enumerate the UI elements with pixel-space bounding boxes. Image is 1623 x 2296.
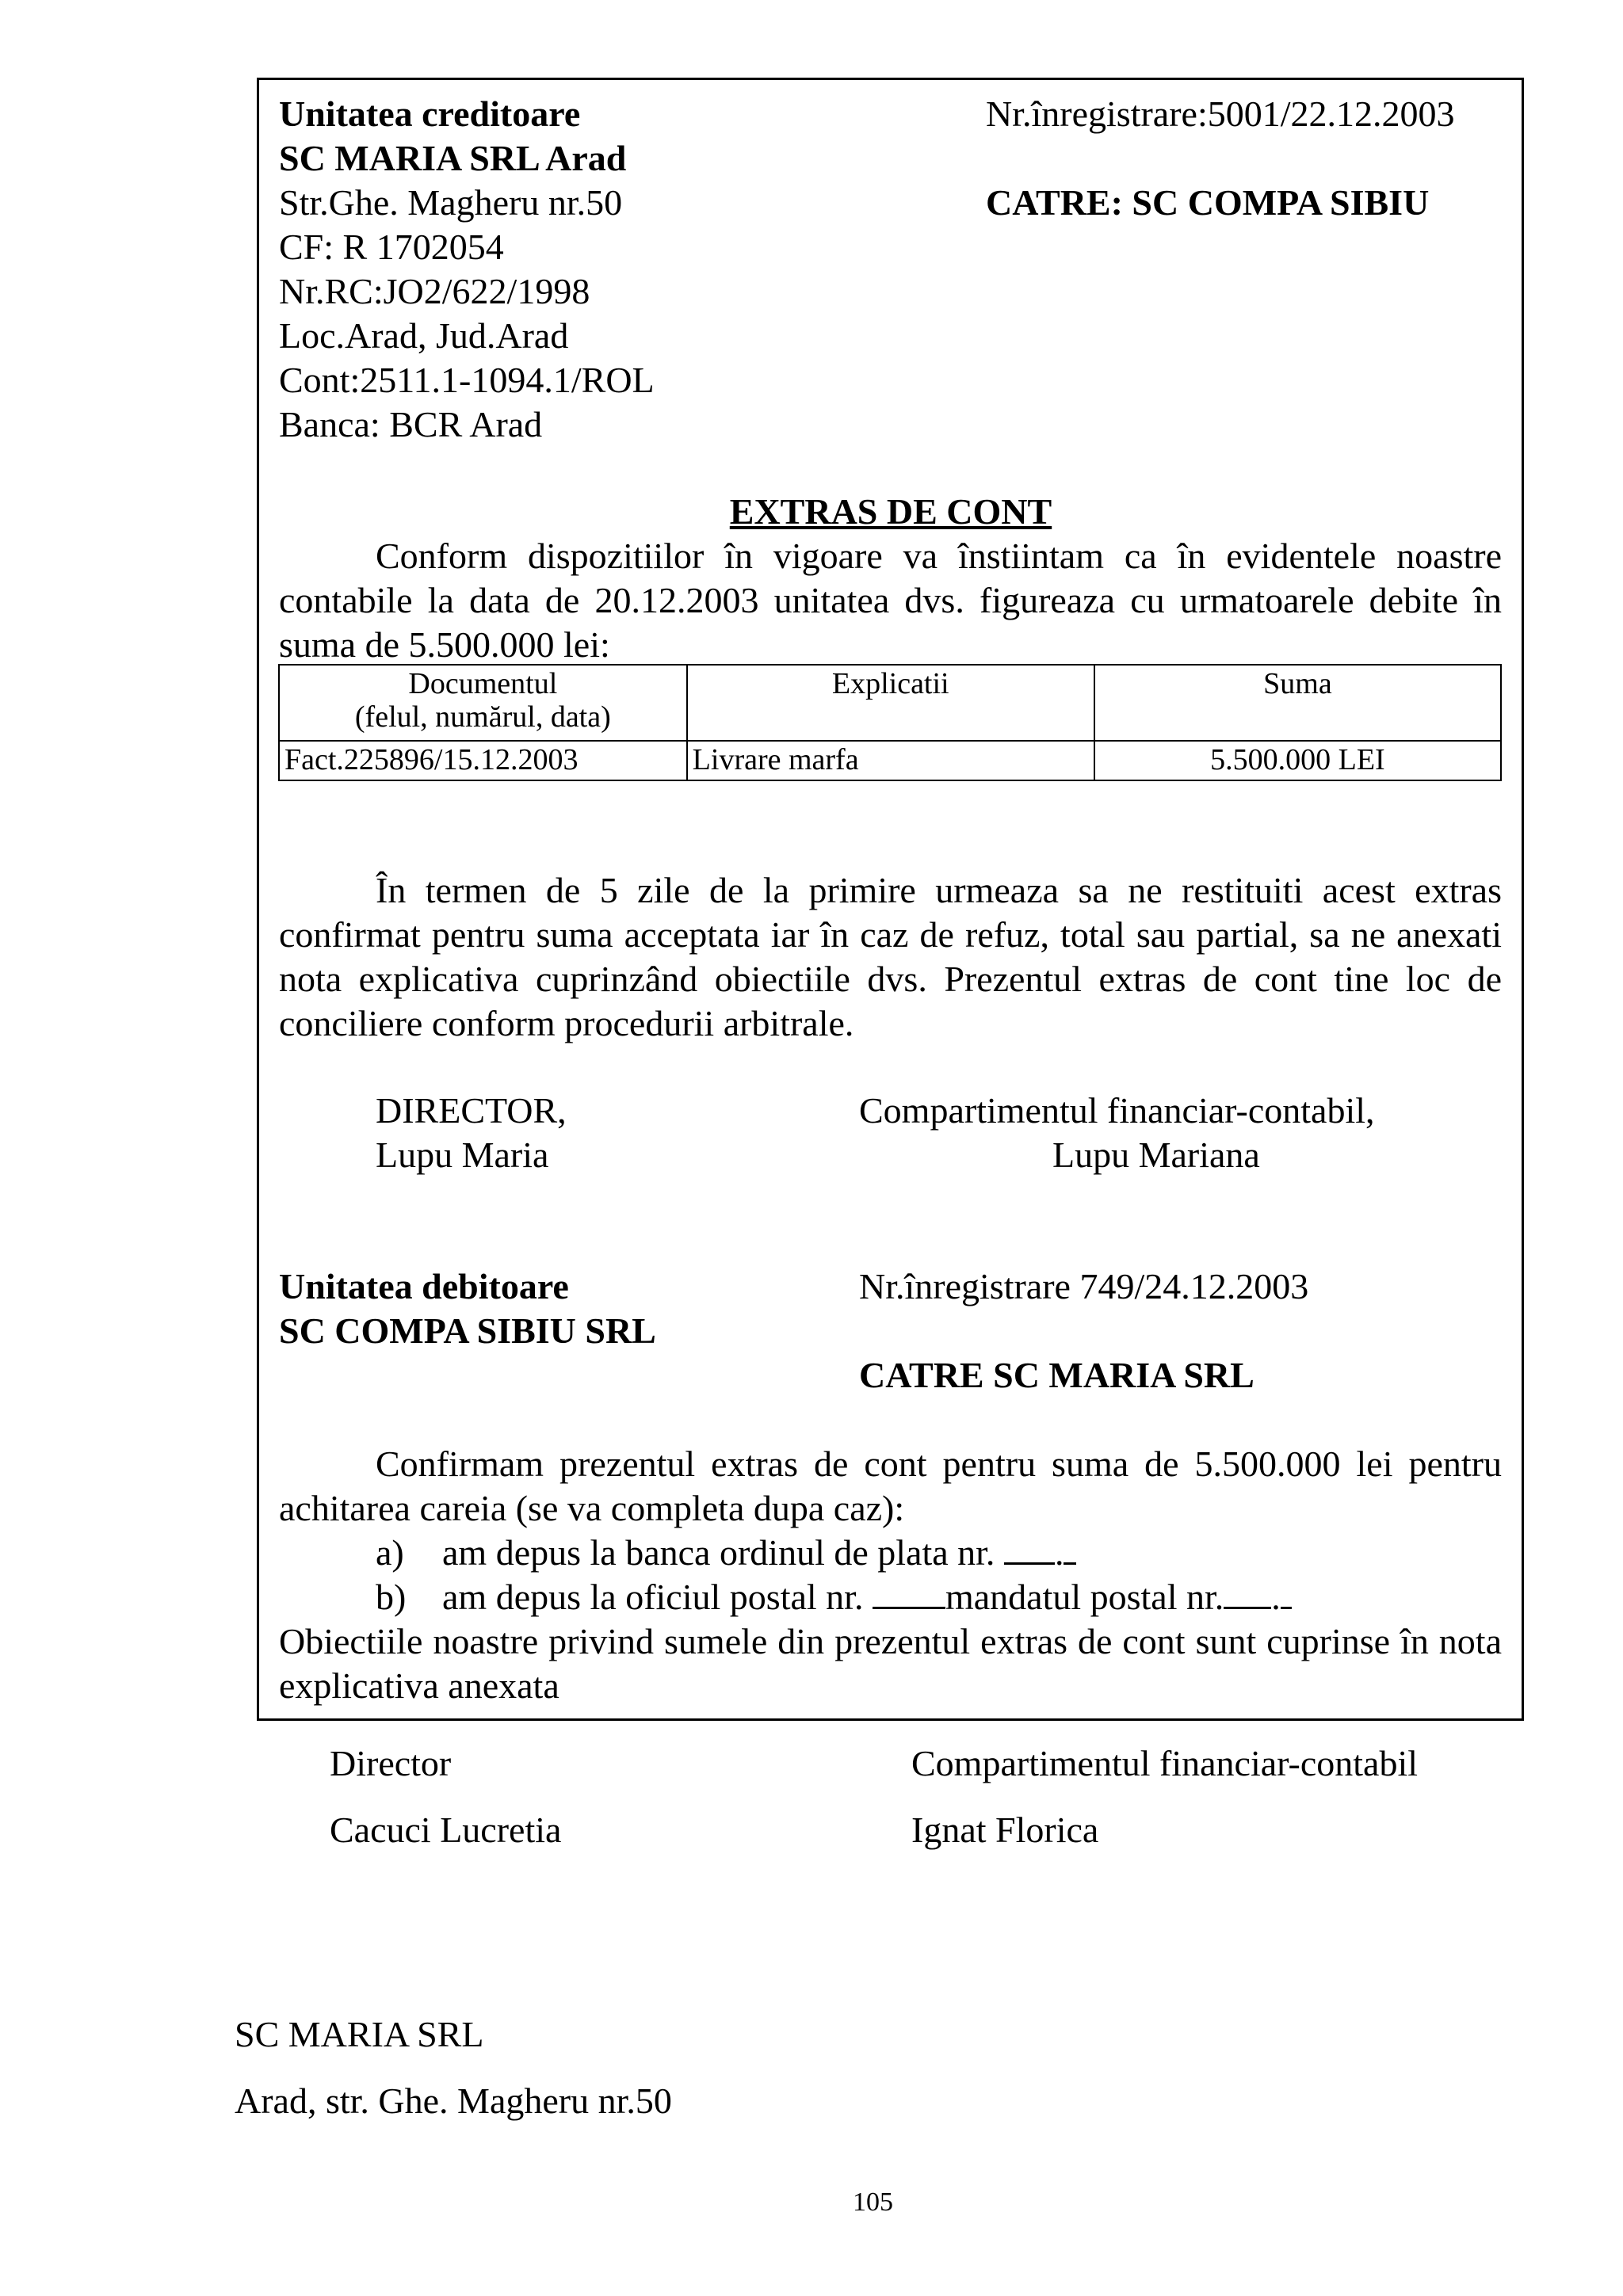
debtor-heading: Unitatea debitoare [279, 1266, 569, 1306]
cell-explanation: Livrare marfa [687, 741, 1094, 780]
debtor-finance-name: Ignat Florica [911, 1810, 1099, 1850]
cell-document: Fact.225896/15.12.2003 [279, 741, 687, 780]
footer-address: Arad, str. Ghe. Magheru nr.50 [235, 2081, 672, 2121]
option-a-trailing-line [1064, 1531, 1076, 1565]
table-row [279, 741, 1501, 780]
footer-company: SC MARIA SRL [235, 2014, 484, 2054]
creditor-name: SC MARIA SRL Arad [279, 138, 627, 178]
table-header-row [279, 665, 1501, 741]
column-header-amount: Suma [1094, 665, 1501, 741]
creditor-address: Str.Ghe. Magheru nr.50 [279, 182, 623, 223]
option-b-marker: b) [376, 1577, 407, 1617]
payment-order-number-blank [1004, 1531, 1055, 1565]
option-b-period: . [1271, 1577, 1281, 1617]
debtor-finance-title: Compartimentul financiar-contabil [911, 1743, 1419, 1783]
option-a-marker: a) [376, 1532, 404, 1573]
creditor-locality: Loc.Arad, Jud.Arad [279, 315, 569, 356]
option-b [442, 1575, 1292, 1619]
creditor-finance-title: Compartimentul financiar-contabil, [859, 1090, 1375, 1131]
option-a-text: am depus la banca ordinul de plata nr. [442, 1532, 995, 1573]
option-b-text-post-office: am depus la oficiul postal nr. [442, 1577, 864, 1617]
statement-terms: În termen de 5 zile de la primire urmeaza sa ne restituiti acest extras confirmat pentru suma acceptata iar în caz de refuz, total sau partial, sa ne anexati nota explicativa cuprinzând obiectiile dvs. Prezentul extras de cont tine loc de conciliere conform procedurii arbitrale. [279, 870, 1502, 1043]
option-b-text-money-order: mandatul postal nr. [945, 1577, 1224, 1617]
debtor-objections: Obiectiile noastre privind sumele din prezentul extras de cont sunt cuprinse în nota explicativa anexata [279, 1621, 1502, 1706]
cell-amount: 5.500.000 LEI [1094, 741, 1501, 780]
post-office-number-blank [873, 1575, 945, 1609]
debtor-registration-number: Nr.înregistrare 749/24.12.2003 [859, 1266, 1309, 1306]
debtor-director-title: Director [330, 1743, 452, 1783]
statement-table [278, 664, 1502, 781]
debtor-name: SC COMPA SIBIU SRL [279, 1310, 656, 1351]
column-header-document: Documentul (felul, numărul, data) [279, 665, 687, 741]
creditor-director-title: DIRECTOR, [376, 1090, 567, 1131]
column-header-explanation: Explicatii [687, 665, 1094, 741]
option-a-period: . [1054, 1532, 1064, 1573]
statement-title: EXTRAS DE CONT [729, 491, 1052, 532]
creditor-account: Cont:2511.1-1094.1/ROL [279, 360, 655, 400]
creditor-finance-name: Lupu Mariana [1052, 1135, 1260, 1175]
creditor-recipient: CATRE: SC COMPA SIBIU [986, 182, 1430, 223]
statement-intro: Conform dispozitiilor în vigoare va înstiintam ca în evidentele noastre contabile la data de 20.12.2003 unitatea dvs. figureaza cu urmatoarele debite în suma de 5.500.000 lei: [279, 536, 1502, 665]
creditor-trade-register: Nr.RC:JO2/622/1998 [279, 271, 590, 311]
money-order-number-blank [1224, 1575, 1271, 1609]
debtor-director-name: Cacuci Lucretia [330, 1810, 562, 1850]
creditor-heading: Unitatea creditoare [279, 93, 581, 134]
creditor-bank: Banca: BCR Arad [279, 404, 543, 444]
creditor-registration-number: Nr.înregistrare:5001/22.12.2003 [986, 93, 1455, 134]
page-number: 105 [853, 2187, 893, 2217]
option-a [442, 1531, 1076, 1575]
creditor-fiscal-code: CF: R 1702054 [279, 227, 504, 267]
debtor-recipient: CATRE SC MARIA SRL [859, 1355, 1254, 1395]
option-b-trailing-line [1281, 1575, 1292, 1609]
creditor-director-name: Lupu Maria [376, 1135, 549, 1175]
debtor-confirmation: Confirmam prezentul extras de cont pentru suma de 5.500.000 lei pentru achitarea careia (se va completa dupa caz): [279, 1444, 1502, 1528]
